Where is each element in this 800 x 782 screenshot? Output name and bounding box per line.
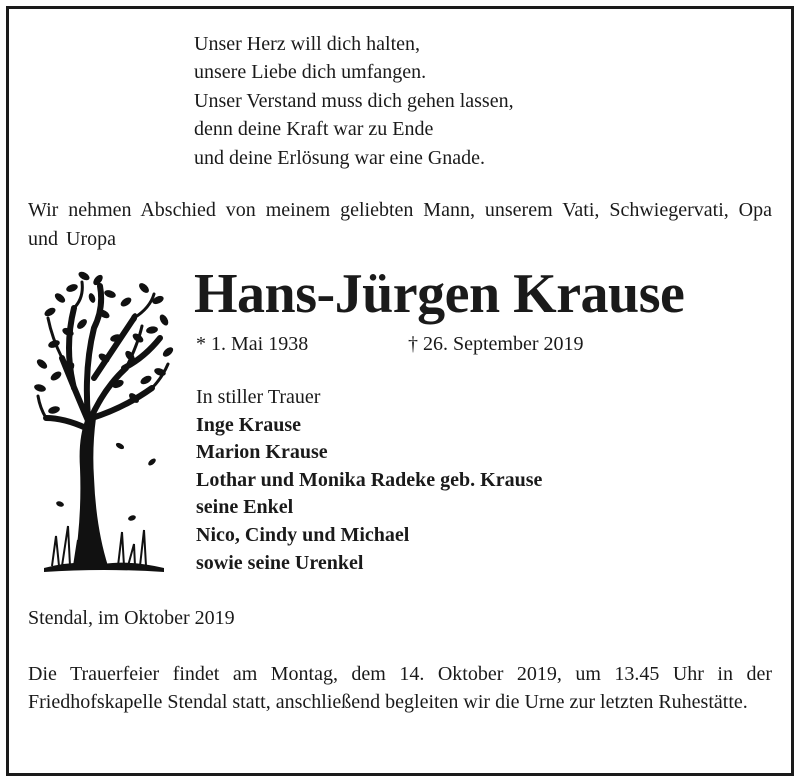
funeral-info: Die Trauerfeier findet am Montag, dem 14. Oktober 2019, um 13.45 Uhr in der Friedhofskapelle Stendal statt, anschließend begleiten wir die Urne zur letzten Ruhestätte. (28, 663, 772, 714)
mourner-line: Inge Krause (196, 413, 301, 436)
poem-line: Unser Herz will dich halten, (194, 33, 421, 55)
intro-text: Wir nehmen Abschied von meinem geliebten Mann, unserem Vati, Schwiegervati, Opa und Uropa (28, 199, 772, 250)
death-date: † 26. September 2019 (408, 333, 584, 355)
mourner-line: Lothar und Monika Radeke geb. Krause (196, 468, 543, 491)
poem-line: und deine Erlösung war eine Gnade. (194, 146, 486, 169)
mourner-line: Marion Krause (196, 441, 328, 464)
mourner-line: Nico, Cindy und Michael (196, 523, 410, 546)
mourners-heading: In stiller Trauer (196, 386, 321, 408)
mourner-line: sowie seine Urenkel (196, 551, 364, 574)
poem-line: denn deine Kraft war zu Ende (194, 118, 434, 141)
poem-line: unsere Liebe dich umfangen. (194, 61, 427, 84)
deceased-name: Hans-Jürgen Krause (194, 263, 685, 325)
poem-line: Unser Verstand muss dich gehen lassen, (194, 89, 514, 112)
mourner-line: seine Enkel (196, 496, 294, 519)
poem (194, 30, 514, 172)
tree-icon (34, 268, 174, 578)
mourners-list (196, 384, 542, 577)
birth-date: * 1. Mai 1938 (196, 333, 309, 355)
place-date: Stendal, im Oktober 2019 (28, 607, 235, 629)
life-dates (196, 330, 584, 358)
